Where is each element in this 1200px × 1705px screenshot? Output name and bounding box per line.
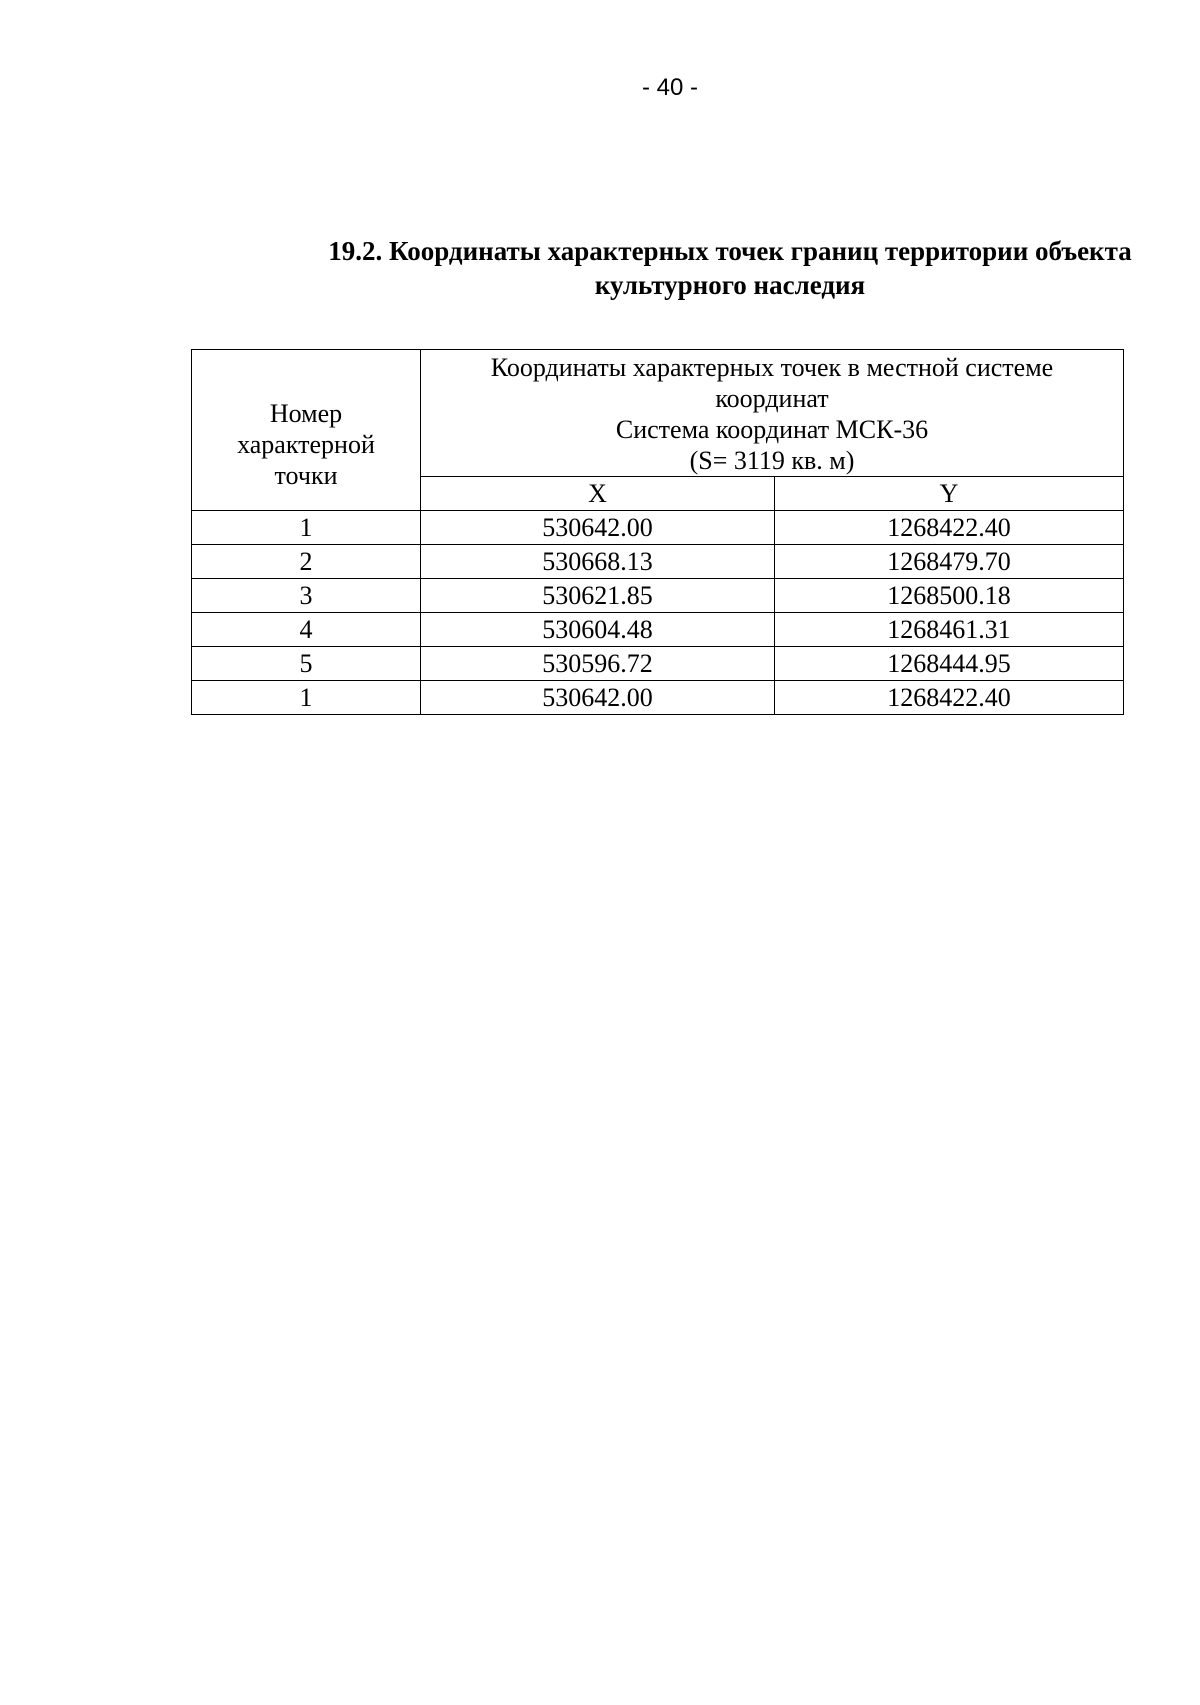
- x-coordinate-cell: 530642.00: [421, 511, 775, 545]
- y-coordinate-cell: 1268422.40: [775, 511, 1124, 545]
- point-number-cell: 2: [192, 545, 421, 579]
- coordinate-system-header-line: (S= 3119 кв. м): [689, 446, 855, 475]
- point-number-cell: 3: [192, 579, 421, 613]
- x-coordinate-cell: 530604.48: [421, 613, 775, 647]
- x-coordinate-cell: 530621.85: [421, 579, 775, 613]
- column-x-header: X: [421, 477, 775, 511]
- column-y-header: Y: [775, 477, 1124, 511]
- table-header-row: [192, 350, 1124, 477]
- y-coordinate-cell: 1268461.31: [775, 613, 1124, 647]
- point-number-cell: 4: [192, 613, 421, 647]
- table-row: [192, 579, 1124, 613]
- y-coordinate-cell: 1268444.95: [775, 647, 1124, 681]
- point-number-header-line: Номер: [269, 398, 343, 428]
- y-coordinate-cell: 1268500.18: [775, 579, 1124, 613]
- point-number-header: [192, 350, 421, 511]
- point-number-cell: 5: [192, 647, 421, 681]
- x-coordinate-cell: 530642.00: [421, 681, 775, 715]
- page-number: - 40 -: [641, 74, 698, 101]
- section-title-line-2: культурного наследия: [594, 270, 866, 300]
- y-coordinate-cell: 1268479.70: [775, 545, 1124, 579]
- point-number-header-line: точки: [274, 460, 338, 490]
- coordinate-system-header-line: координат: [715, 384, 829, 413]
- table-row: [192, 613, 1124, 647]
- section-title-line-1: 19.2. Координаты характерных точек границ территории объекта: [328, 236, 1132, 266]
- coordinates-table: [191, 349, 1124, 715]
- x-coordinate-cell: 530668.13: [421, 545, 775, 579]
- coordinate-system-header-line: Координаты характерных точек в местной системе: [490, 353, 1054, 382]
- y-coordinate-cell: 1268422.40: [775, 681, 1124, 715]
- point-number-cell: 1: [192, 681, 421, 715]
- table-row: [192, 647, 1124, 681]
- x-coordinate-cell: 530596.72: [421, 647, 775, 681]
- table-row: [192, 511, 1124, 545]
- section-heading: [190, 234, 1190, 302]
- table-row: [192, 681, 1124, 715]
- coordinate-system-header: [421, 350, 1124, 477]
- coordinate-system-header-line: Система координат МСК-36: [615, 415, 929, 444]
- table-row: [192, 545, 1124, 579]
- point-number-cell: 1: [192, 511, 421, 545]
- point-number-header-line: характерной: [237, 429, 375, 459]
